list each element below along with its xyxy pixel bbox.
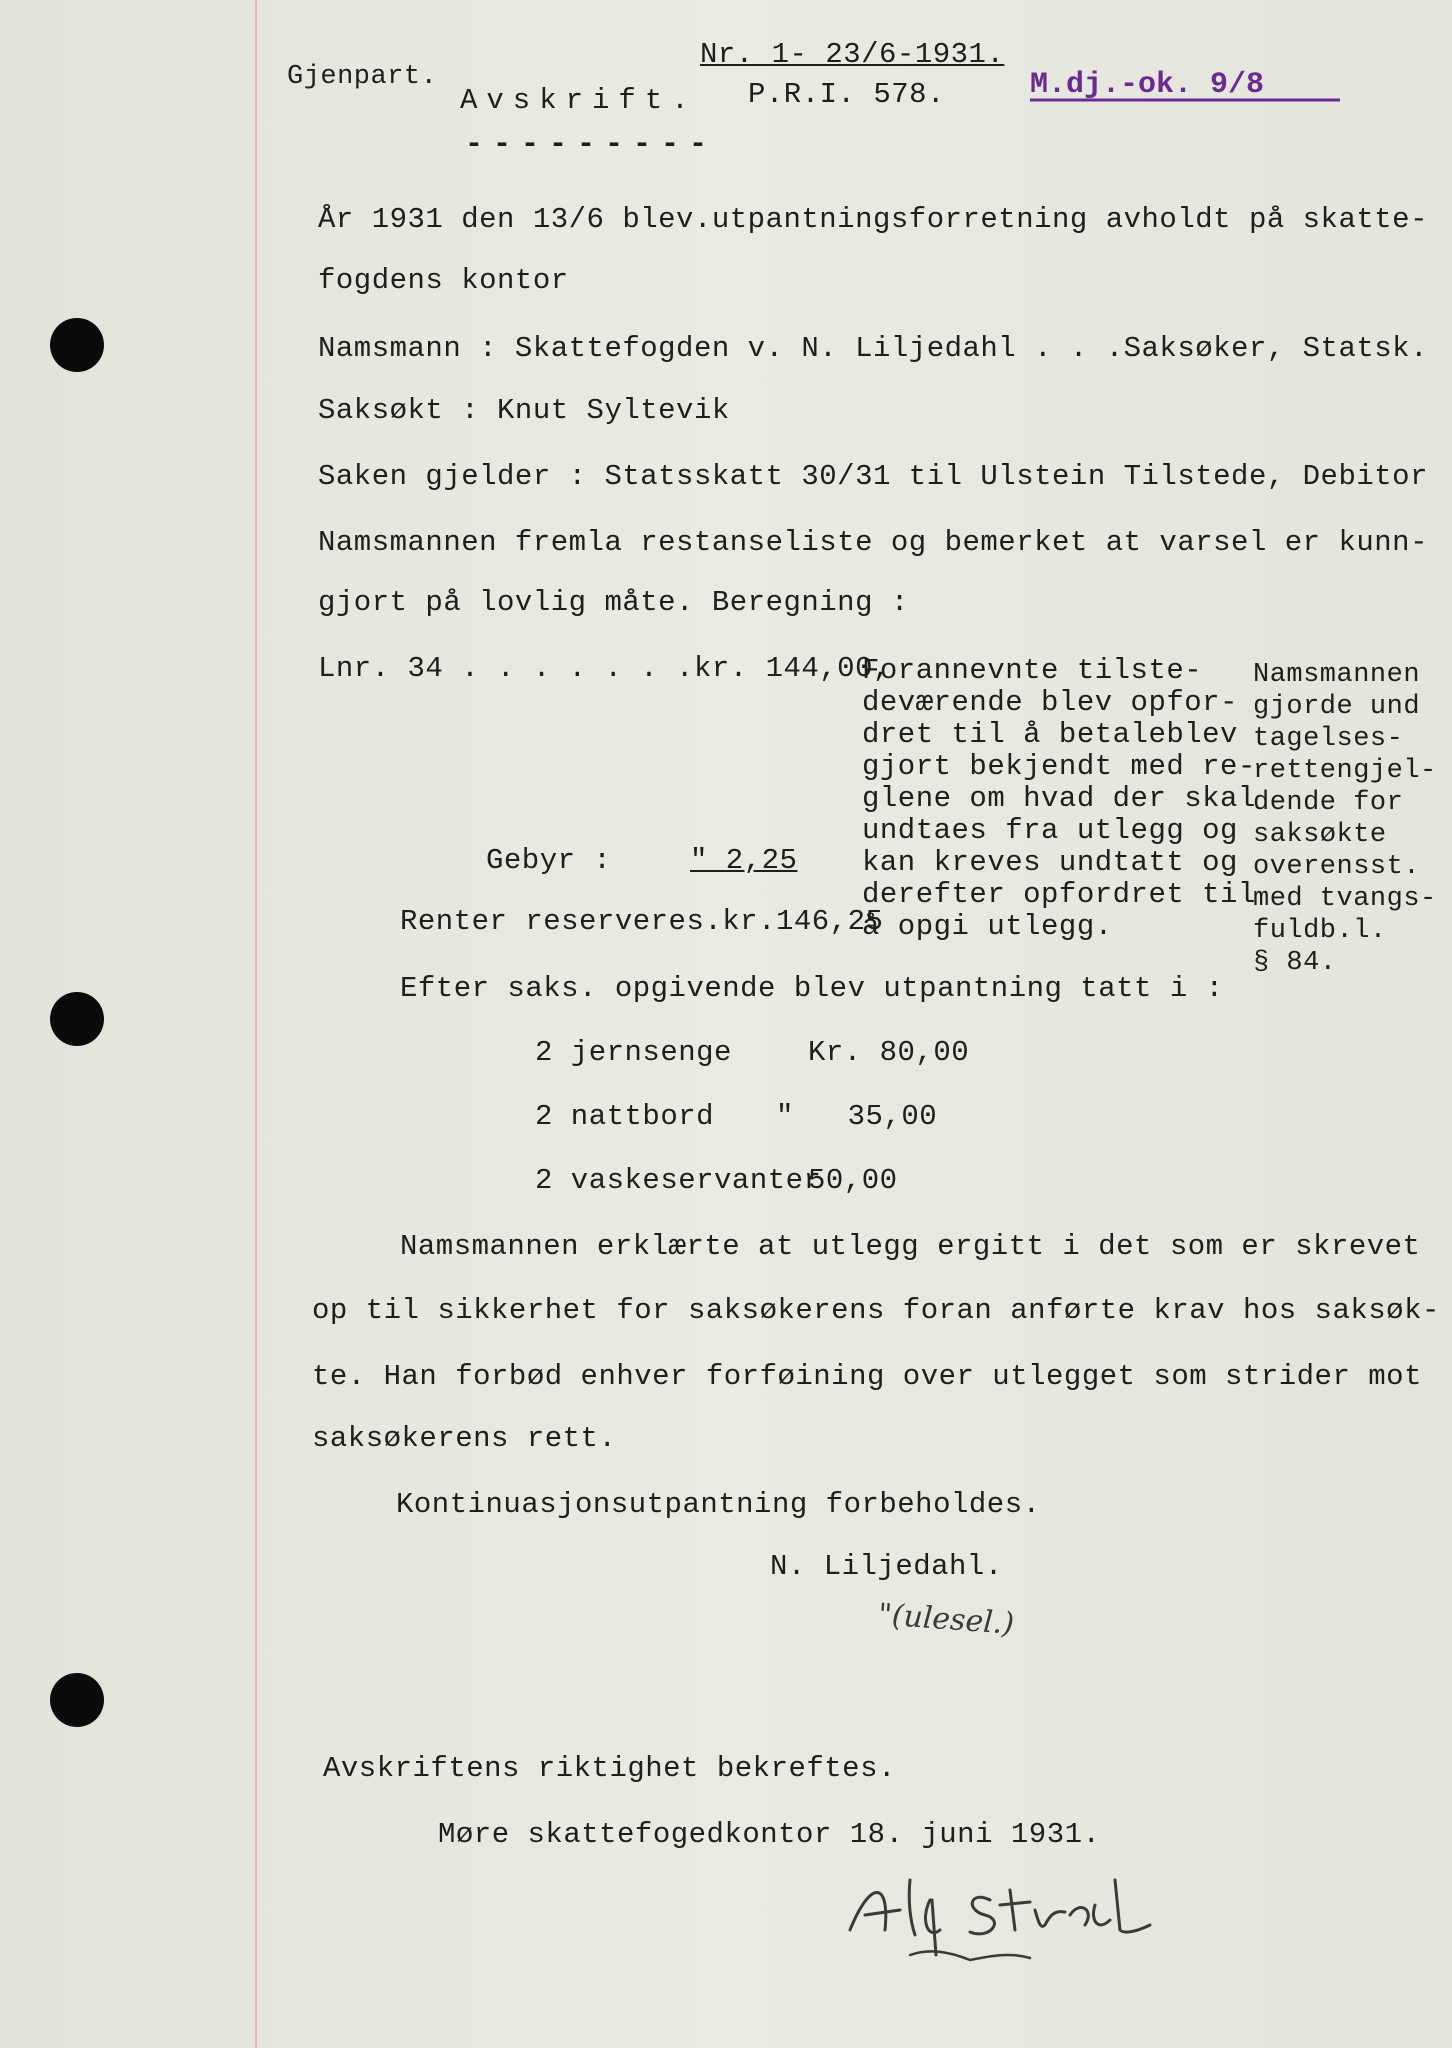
bekreftes-line: Avskriftens riktighet bekreftes. — [323, 1752, 896, 1785]
right-col-line: Namsmannen — [1253, 660, 1421, 690]
gebyr-label: Gebyr : — [486, 844, 612, 877]
middle-col-line: deværende blev opfor- — [862, 686, 1238, 719]
items-intro: Efter saks. opgivende blev utpantning tatt i : — [400, 972, 1224, 1005]
punch-hole — [50, 992, 104, 1046]
reference-number: Nr. 1- 23/6-1931. — [700, 38, 1005, 71]
right-col-line: overensst. — [1253, 852, 1421, 882]
lnr-line: Lnr. 34 . . . . . . .kr. 144,00, — [318, 652, 891, 685]
body-line-2: fogdens kontor — [318, 264, 569, 297]
gjenpart-label: Gjenpart. — [287, 62, 438, 92]
item-value: Kr. 80,00 — [808, 1036, 970, 1069]
right-col-line: tagelses- — [1253, 724, 1404, 754]
gebyr-value: " 2,25 — [690, 844, 798, 877]
closing-line-1: Namsmannen erklærte at utlegg ergitt i det som er skrevet — [400, 1230, 1421, 1263]
pri-reference: P.R.I. 578. — [748, 78, 945, 111]
item-name: 2 jernsenge — [535, 1036, 732, 1069]
handwritten-signature — [840, 1860, 1180, 1985]
avskrift-title: Avskrift. — [460, 84, 698, 117]
signer-name: N. Liljedahl. — [770, 1550, 1003, 1583]
right-col-line: med tvangs- — [1253, 884, 1437, 914]
illegible-note: "(ulesel.) — [876, 1597, 1016, 1642]
item-name: 2 vaskeservanter — [535, 1164, 822, 1197]
middle-col-line: undtaes fra utlegg og — [862, 814, 1238, 847]
item-value: 50,00 — [808, 1164, 898, 1197]
right-col-line: rettengjel- — [1253, 756, 1437, 786]
right-col-line: dende for — [1253, 788, 1404, 818]
middle-col-line: derefter opfordret til — [862, 878, 1256, 911]
punch-hole — [50, 1673, 104, 1727]
margin-rule — [255, 0, 257, 2048]
closing-line-2: op til sikkerhet for saksøkerens foran anførte krav hos saksøk- — [312, 1294, 1440, 1327]
title-underline: --------- — [465, 128, 718, 162]
closing-line-4: saksøkerens rett. — [312, 1422, 617, 1455]
middle-col-line: glene om hvad der skal — [862, 782, 1256, 815]
middle-col-line: å opgi utlegg. — [862, 910, 1113, 943]
middle-col-line: Forannevnte tilste- — [862, 654, 1203, 687]
body-line-1: År 1931 den 13/6 blev.utpantningsforretning avholdt på skatte- — [318, 203, 1428, 236]
right-col-line: saksøkte — [1253, 820, 1387, 850]
stamp-mark: M.dj.-ok. 9/8 — [1030, 68, 1265, 102]
place-date-line: Møre skattefogedkontor 18. juni 1931. — [438, 1818, 1101, 1851]
middle-column — [862, 656, 1256, 941]
renter-line: Renter reserveres.kr.146,25 — [400, 905, 884, 938]
middle-col-line: dret til å betaleblev — [862, 718, 1238, 751]
right-col-line: fuldb.l. — [1253, 916, 1387, 946]
item-value: " 35,00 — [776, 1100, 938, 1133]
right-col-line: gjorde und — [1253, 692, 1421, 722]
right-col-line: § 84. — [1253, 948, 1337, 978]
stamp-underline — [1030, 96, 1340, 106]
saken-line: Saken gjelder : Statsskatt 30/31 til Ulstein Tilstede, Debitor — [318, 460, 1428, 493]
right-column — [1253, 662, 1437, 977]
middle-col-line: gjort bekjendt med re- — [862, 750, 1256, 783]
middle-col-line: kan kreves undtatt og — [862, 846, 1238, 879]
fremla-line-2: gjort på lovlig måte. Beregning : — [318, 586, 909, 619]
fremla-line-1: Namsmannen fremla restanseliste og bemerket at varsel er kunn- — [318, 526, 1428, 559]
kontinuasjon-line: Kontinuasjonsutpantning forbeholdes. — [396, 1488, 1041, 1521]
namsmann-line: Namsmann : Skattefogden v. N. Liljedahl . . .Saksøker, Statsk. — [318, 332, 1428, 365]
punch-hole — [50, 318, 104, 372]
closing-line-3: te. Han forbød enhver forføining over utlegget som strider mot — [312, 1360, 1422, 1393]
item-name: 2 nattbord — [535, 1100, 715, 1133]
saksokt-line: Saksøkt : Knut Syltevik — [318, 394, 730, 427]
